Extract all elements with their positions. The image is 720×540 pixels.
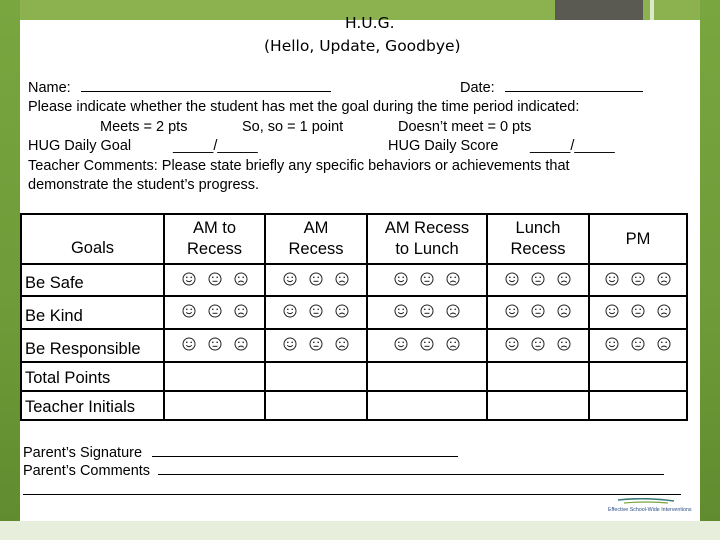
teacher-comments-line2: demonstrate the student’s progress. <box>28 177 260 193</box>
neutral-face-icon[interactable] <box>309 272 323 286</box>
smiley-face-icon[interactable] <box>182 304 196 318</box>
table-row-teacher-initials <box>21 391 687 420</box>
total-cell[interactable] <box>487 362 589 391</box>
smiley-face-icon[interactable] <box>283 337 297 351</box>
frown-face-icon[interactable] <box>335 304 349 318</box>
svg-text:Effective School-Wide Interven: Effective School-Wide Interventions <box>608 507 692 513</box>
frown-face-icon[interactable] <box>234 337 248 351</box>
frown-face-icon[interactable] <box>557 272 571 286</box>
total-cell[interactable] <box>265 362 367 391</box>
neutral-face-icon[interactable] <box>309 304 323 318</box>
daily-score-label: HUG Daily Score <box>388 138 499 154</box>
smiley-face-icon[interactable] <box>605 272 619 286</box>
smiley-face-icon[interactable] <box>283 304 297 318</box>
row-label-teacher-initials: Teacher Initials <box>21 391 164 420</box>
daily-goal-field[interactable]: _____/_____ <box>173 138 258 154</box>
name-row <box>28 79 331 96</box>
frown-face-icon[interactable] <box>657 304 671 318</box>
neutral-face-icon[interactable] <box>208 304 222 318</box>
row-label-be-responsible: Be Responsible <box>21 329 164 362</box>
form-subtitle: (Hello, Update, Goodbye) <box>264 37 461 55</box>
name-label: Name: <box>28 80 71 96</box>
parent-signature-row <box>23 444 458 461</box>
header-row <box>21 214 687 264</box>
neutral-face-icon[interactable] <box>309 337 323 351</box>
goals-header: Goals <box>21 214 164 264</box>
smiley-face-icon[interactable] <box>605 337 619 351</box>
scoring-meets: Meets = 2 pts <box>100 119 188 135</box>
school-wide-interventions-logo <box>600 498 692 514</box>
smiley-face-icon[interactable] <box>605 304 619 318</box>
smiley-face-icon[interactable] <box>182 337 196 351</box>
table-row-be-kind <box>21 296 687 329</box>
smiley-face-icon[interactable] <box>505 304 519 318</box>
frown-face-icon[interactable] <box>446 304 460 318</box>
bottom-band <box>0 521 720 540</box>
frown-face-icon[interactable] <box>557 304 571 318</box>
neutral-face-icon[interactable] <box>208 337 222 351</box>
parent-signature-field[interactable] <box>152 444 458 457</box>
total-cell[interactable] <box>367 362 487 391</box>
initials-cell[interactable] <box>487 391 589 420</box>
neutral-face-icon[interactable] <box>420 304 434 318</box>
frown-face-icon[interactable] <box>446 337 460 351</box>
parent-comments-row <box>23 462 664 479</box>
goals-table <box>20 213 688 421</box>
period-header-am-to-recess: AM to Recess <box>164 214 265 264</box>
name-field[interactable] <box>81 79 331 92</box>
frown-face-icon[interactable] <box>657 337 671 351</box>
period-header-am-recess: AM Recess <box>265 214 367 264</box>
smiley-face-icon[interactable] <box>394 304 408 318</box>
neutral-face-icon[interactable] <box>531 304 545 318</box>
total-cell[interactable] <box>164 362 265 391</box>
date-field[interactable] <box>505 79 643 92</box>
smiley-face-icon[interactable] <box>505 272 519 286</box>
initials-cell[interactable] <box>164 391 265 420</box>
worksheet-page <box>20 14 700 521</box>
right-green-border <box>700 0 720 540</box>
row-label-be-safe: Be Safe <box>21 264 164 296</box>
neutral-face-icon[interactable] <box>208 272 222 286</box>
date-label: Date: <box>460 80 495 96</box>
table-row-total-points <box>21 362 687 391</box>
smiley-face-icon[interactable] <box>394 272 408 286</box>
parent-signature-label: Parent’s Signature <box>23 445 143 461</box>
date-row <box>460 79 643 96</box>
row-label-be-kind: Be Kind <box>21 296 164 329</box>
frown-face-icon[interactable] <box>234 304 248 318</box>
smiley-face-icon[interactable] <box>505 337 519 351</box>
period-header-lunch-recess: Lunch Recess <box>487 214 589 264</box>
period-header-pm: PM <box>589 214 687 264</box>
frown-face-icon[interactable] <box>335 272 349 286</box>
initials-cell[interactable] <box>367 391 487 420</box>
period-header-am-recess-to-lunch: AM Recess to Lunch <box>367 214 487 264</box>
scoring-doesnt-meet: Doesn’t meet = 0 pts <box>398 119 532 135</box>
neutral-face-icon[interactable] <box>631 304 645 318</box>
left-green-border <box>0 0 20 540</box>
form-title: H.U.G. <box>345 14 395 32</box>
neutral-face-icon[interactable] <box>531 337 545 351</box>
neutral-face-icon[interactable] <box>420 272 434 286</box>
smiley-face-icon[interactable] <box>182 272 196 286</box>
frown-face-icon[interactable] <box>446 272 460 286</box>
dark-tab-decoration <box>555 0 643 20</box>
parent-comments-label: Parent’s Comments <box>23 463 151 479</box>
table-row-be-safe <box>21 264 687 296</box>
daily-score-field[interactable]: _____/_____ <box>530 138 615 154</box>
smiley-face-icon[interactable] <box>283 272 297 286</box>
teacher-comments-line1: Teacher Comments: Please state briefly any specific behaviors or achievements that <box>28 158 570 174</box>
comments-extra-line[interactable] <box>23 494 681 495</box>
neutral-face-icon[interactable] <box>631 272 645 286</box>
smiley-face-icon[interactable] <box>394 337 408 351</box>
tab-divider <box>650 0 654 20</box>
scoring-so-so: So, so = 1 point <box>242 119 344 135</box>
total-cell[interactable] <box>589 362 687 391</box>
daily-goal-label: HUG Daily Goal <box>28 138 132 154</box>
neutral-face-icon[interactable] <box>420 337 434 351</box>
initials-cell[interactable] <box>265 391 367 420</box>
frown-face-icon[interactable] <box>234 272 248 286</box>
initials-cell[interactable] <box>589 391 687 420</box>
parent-comments-field[interactable] <box>158 462 664 475</box>
frown-face-icon[interactable] <box>657 272 671 286</box>
table-row-be-responsible <box>21 329 687 362</box>
neutral-face-icon[interactable] <box>531 272 545 286</box>
row-label-total-points: Total Points <box>21 362 164 391</box>
frown-face-icon[interactable] <box>335 337 349 351</box>
frown-face-icon[interactable] <box>557 337 571 351</box>
neutral-face-icon[interactable] <box>631 337 645 351</box>
instruction-text: Please indicate whether the student has met the goal during the time period indicated: <box>28 99 580 115</box>
